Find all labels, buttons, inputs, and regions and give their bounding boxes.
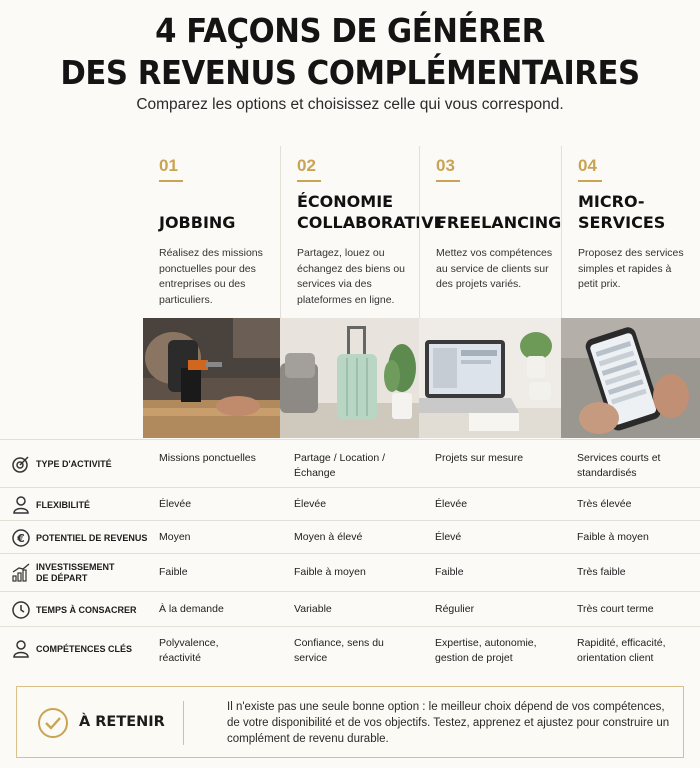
column-freelancing (419, 146, 561, 318)
table-cell: Très élevée (577, 498, 632, 510)
table-cell: Expertise, autonomie, gestion de projet (435, 637, 537, 664)
table-cell: Faible (159, 566, 188, 578)
chart-icon (11, 563, 31, 583)
column-description: Proposez des services simples et rapides à petit prix. (578, 247, 684, 290)
table-cell: Partage / Location / Échange (294, 452, 386, 479)
table-row (0, 553, 700, 591)
column-description: Partagez, louez ou échangez des biens ou services via des plateformes en ligne. (297, 247, 405, 306)
page-title (0, 10, 700, 94)
table-cell: Moyen (159, 531, 191, 543)
table-cell: Moyen à élevé (294, 531, 363, 543)
person-icon (11, 495, 31, 515)
column-micro-services (561, 146, 700, 318)
table-cell: À la demande (159, 603, 224, 615)
key-takeaway-box (16, 686, 684, 758)
user-icon (11, 639, 31, 659)
row-label: TEMPS À CONSACRER (36, 605, 137, 615)
table-cell: Élevée (435, 498, 468, 510)
laptop-photo (419, 318, 561, 438)
drill-photo (143, 318, 280, 438)
page-title-line2: DES REVENUS COMPLÉMENTAIRES (60, 53, 640, 92)
number-underline (436, 180, 460, 182)
euro-icon (11, 528, 31, 548)
table-cell: Élevée (294, 498, 327, 510)
page-title-line1: 4 FAÇONS DE GÉNÉRER (155, 11, 545, 50)
column-title: ÉCONOMIE COLLABORATIVE (297, 192, 445, 232)
number-underline (159, 180, 183, 182)
table-cell: Polyvalence, réactivité (159, 637, 219, 664)
table-cell: Missions ponctuelles (159, 452, 256, 464)
table-row (0, 439, 700, 487)
column-title: JOBBING (159, 213, 236, 232)
key-takeaway-title: À RETENIR (79, 714, 165, 730)
column-description: Réalisez des missions ponctuelles pour des entreprises ou des particuliers. (159, 247, 263, 306)
clock-icon (11, 600, 31, 620)
column-economie-collaborative (280, 146, 445, 318)
table-cell: Très court terme (577, 603, 654, 615)
table-row (0, 520, 700, 553)
column-number: 04 (578, 156, 597, 175)
table-cell: Faible (435, 566, 464, 578)
table-cell: Confiance, sens du service (294, 637, 384, 664)
column-jobbing (143, 146, 280, 318)
row-label: COMPÉTENCES CLÉS (36, 644, 133, 654)
column-title: FREELANCING (436, 213, 562, 232)
table-cell: Faible à moyen (294, 566, 366, 578)
table-row (0, 591, 700, 626)
number-underline (297, 180, 321, 182)
table-cell: Services courts et standardisés (577, 452, 661, 479)
table-row (0, 626, 700, 672)
smartphone-photo (561, 318, 700, 438)
column-number: 02 (297, 156, 316, 175)
row-label: FLEXIBILITÉ (36, 500, 90, 510)
table-cell: Élevé (435, 531, 462, 543)
table-row (0, 487, 700, 520)
column-number: 01 (159, 156, 178, 175)
check-circle-icon (37, 707, 69, 739)
page-subtitle: Comparez les options et choisissez celle qui vous correspond. (136, 96, 564, 113)
suitcase-photo (280, 318, 419, 438)
table-cell: Variable (294, 603, 332, 615)
table-cell: Élevée (159, 498, 192, 510)
target-icon (11, 454, 31, 474)
column-description: Mettez vos compétences au service de clients sur des projets variés. (436, 247, 553, 290)
table-cell: Faible à moyen (577, 531, 649, 543)
table-cell: Rapidité, efficacité, orientation client (577, 637, 666, 664)
row-label: TYPE D'ACTIVITÉ (36, 459, 112, 469)
row-label: INVESTISSEMENT DE DÉPART (36, 562, 115, 583)
key-takeaway-text: Il n'existe pas une seule bonne option : le meilleur choix dépend de vos compétences, de votre disponibilité et de vos objectifs. Testez, apprenez et ajustez pour construire un complément de revenu durable. (227, 701, 670, 745)
row-label: POTENTIEL DE REVENUS (36, 533, 148, 543)
table-cell: Projets sur mesure (435, 452, 524, 464)
number-underline (578, 180, 602, 182)
table-cell: Très faible (577, 566, 626, 578)
svg-text:€: € (17, 532, 25, 545)
divider (183, 701, 184, 745)
column-title: MICRO-SERVICES (578, 192, 666, 232)
column-number: 03 (436, 156, 455, 175)
table-cell: Régulier (435, 603, 475, 615)
